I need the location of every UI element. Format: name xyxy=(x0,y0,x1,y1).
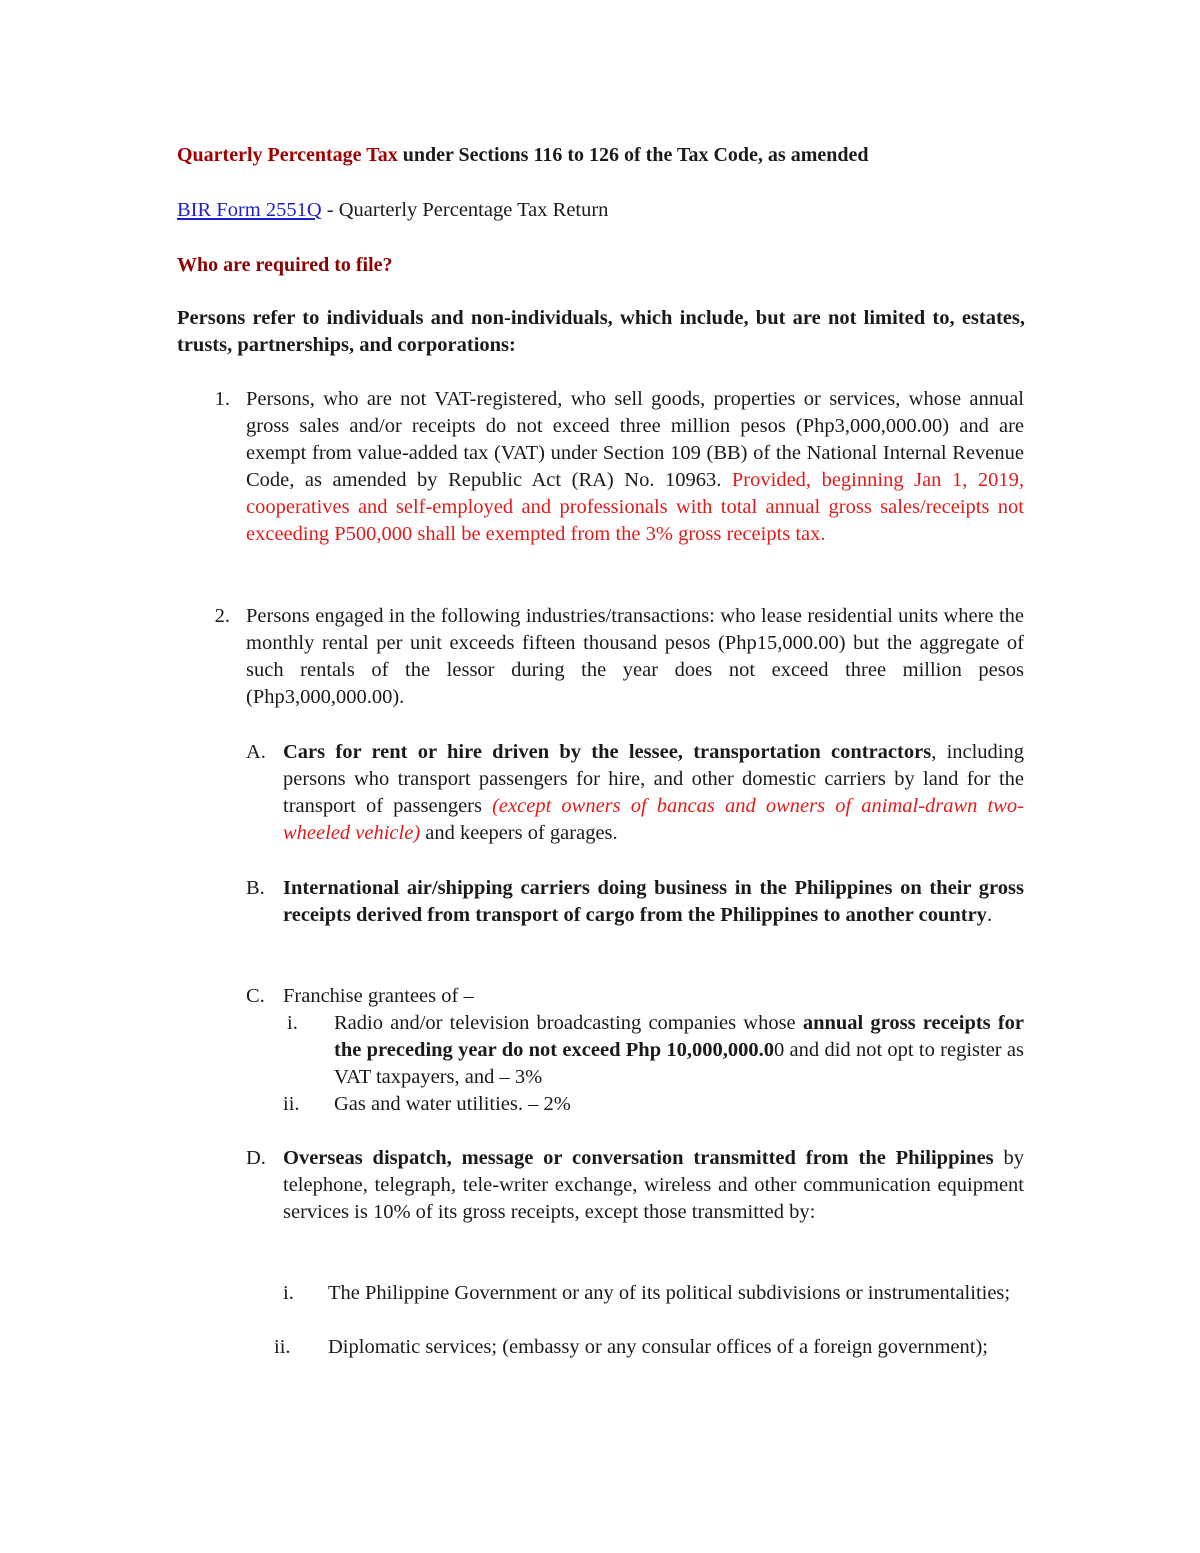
item-1-text xyxy=(246,386,1024,548)
item-1-proviso: Provided, beginning Jan 1, 2019, cooperatives and self-employed and professionals with total annual gross sales/receipts not exceeding P500,000 shall be exempted from the 3% gross receipts tax. xyxy=(246,469,1024,545)
document-title xyxy=(177,142,869,169)
section-heading: Who are required to file? xyxy=(177,254,393,276)
title-rest: under Sections 116 to 126 of the Tax Code, as amended xyxy=(397,144,869,166)
sub-d-i-text: The Philippine Government or any of its political subdivisions or instrumentalities; xyxy=(328,1282,1011,1304)
sub-c-letter: C. xyxy=(246,985,265,1007)
sub-d-letter: D. xyxy=(246,1147,266,1169)
bir-form-link[interactable]: BIR Form 2551Q xyxy=(177,199,322,221)
sub-c-i-pre: Radio and/or television broadcasting companies whose xyxy=(334,1012,803,1034)
form-description: - Quarterly Percentage Tax Return xyxy=(321,199,609,221)
item-2-text: Persons engaged in the following industries/transactions: who lease residential units where the monthly rental per unit exceeds fifteen thousand pesos (Php15,000.00) but the aggregate of such rentals of the lessor during the year does not exceed three million pesos (Php3,000,000.00). xyxy=(246,605,1024,708)
sub-b-text xyxy=(283,875,1024,929)
sub-c-i-number: i. xyxy=(287,1012,298,1034)
sub-c-i-post: 0 and did not opt to register as VAT taxpayers, and – 3% xyxy=(334,1039,1024,1088)
title-highlight: Quarterly Percentage Tax xyxy=(177,144,398,166)
sub-c-text: Franchise grantees of – xyxy=(283,985,474,1007)
sub-a-bold: Cars for rent or hire driven by the lessee, transportation contractors xyxy=(283,741,932,763)
sub-a-letter: A. xyxy=(246,741,266,763)
sub-c-ii-text: Gas and water utilities. – 2% xyxy=(334,1093,571,1115)
sub-a-exception: (except owners of bancas and owners of animal-drawn two-wheeled vehicle) xyxy=(283,795,1024,844)
sub-d-i-number: i. xyxy=(283,1282,294,1304)
sub-a-text xyxy=(283,739,1024,847)
item-1-body: Persons, who are not VAT-registered, who sell goods, properties or services, whose annual gross sales and/or receipts do not exceed three million pesos (Php3,000,000.00) and are exempt from value-added tax (VAT) under Section 109 (BB) of the National Internal Revenue Code, as amended by Republic Act (RA) No. 10963. xyxy=(246,388,1024,491)
sub-d-bold: Overseas dispatch, message or conversation transmitted from the Philippines xyxy=(283,1147,994,1169)
sub-d-ii-number: ii. xyxy=(274,1336,291,1358)
sub-d-text xyxy=(283,1145,1024,1226)
item-1-number: 1. xyxy=(214,388,230,410)
sub-b-bold: International air/shipping carriers doing business in the Philippines on their gross receipts derived from transport of cargo from the Philippines to another country xyxy=(283,877,1024,926)
item-2-number: 2. xyxy=(214,605,230,627)
sub-c-i-bold: annual gross receipts for the preceding year do not exceed Php 10,000,000.0 xyxy=(334,1012,1025,1061)
sub-d-ii-text: Diplomatic services; (embassy or any consular offices of a foreign government); xyxy=(328,1336,988,1358)
sub-c-ii-number: ii. xyxy=(283,1093,300,1115)
sub-b-letter: B. xyxy=(246,877,265,899)
sub-a-body: , including persons who transport passengers for hire, and other domestic carriers by land for the transport of passengers xyxy=(283,741,1025,817)
sub-d-body: by telephone, telegraph, tele-writer exchange, wireless and other communication equipment services is 10% of its gross receipts, except those transmitted by: xyxy=(283,1147,1025,1223)
sub-b-tail: . xyxy=(986,904,993,926)
sub-a-tail: and keepers of garages. xyxy=(420,822,618,844)
form-line xyxy=(177,197,608,224)
intro-paragraph: Persons refer to individuals and non-individuals, which include, but are not limited to, estates, trusts, partnerships, and corporations: xyxy=(177,307,1025,356)
sub-c-i-text xyxy=(334,1010,1024,1091)
